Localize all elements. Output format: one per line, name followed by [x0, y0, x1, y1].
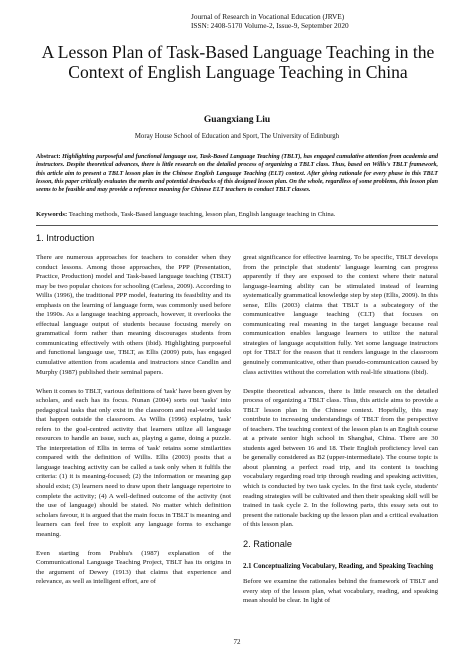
section-heading-introduction: 1. Introduction — [36, 233, 95, 243]
abstract-text: Highlighting purposeful and functional language use, Task-Based Language Teaching (TBLT), has engaged cumulative attention from academia and instructors. Despite theoretical advances, there is little research on the detailed process of organizing a TBLT class. Thus, based on Willis's TBLT framework, this article aim to present a TBLT lesson plan in the Chinese English Language Teaching (ELT) context. After giving rationale for every phase in this TBLT lesson, this paper critically evaluates the merits and potential drawbacks of this designed lesson plan. On the whole, regardless of some problems, this lesson plan seems to be feasible and may provide a reference meaning for Chinese ELT teachers to conduct TBLT classes. — [36, 154, 439, 194]
paragraph: Even starting from Prabhu's (1987) explanation of the Communicational Language Teaching Project, TBLT has its origins in the argument of Dewey (1913) that claims that experience and relevance, as well as intelligent effort, are of — [36, 549, 231, 586]
paragraph: There are numerous approaches for teachers to consider when they conduct lessons. Among those approaches, the PPP (Presentation, Practice, Production) model and Task-based language teaching (TBLT) may be two popular choices for schooling (Carless, 2009). According to Willis (1996), the traditional PPP model, featuring its feasibility and its emphasis on the learning of language form, was commonly used before the 1990s. As a language teaching approach, however, it overlooks the effectual language output of students because focusing merely on grammatical form rather than meaning discourages students from communicating effectively with others (ibid). Highlighting purposeful and functional language use, TBLT, as Ellis (2009) puts, has engaged cumulative attention from academia and instructors since Candlin and Murphy (1987) published their seminal papers. — [36, 254, 231, 376]
section-divider — [36, 225, 438, 226]
paragraph: Despite theoretical advances, there is little research on the detailed process of organizing a TBLT class. Thus, this article aims to provide a TBLT lesson plan in the Chinese context. Hopefully, this may contribute to increasing understandings of TBLT from the perspective of teachers. The teaching context of the lesson plan is an English course at a private senior high school in Shanghai, China. There are 30 students aged between 16 and 18. Their English proficiency level can be generally considered as B2 (upper-intermediate). The course topic is about planning a perfect road trip, and its content is teaching vocabulary regarding road trip through reading and speaking activities, which is conducted by two task cycles. In the first task cycle, students' reading strategies will be cultivated and then their speaking skill will be trained in task cycle 2. In the following parts, this essay sets out to present the rationale backing up the lesson plan and a critical evaluation of this lesson plan. — [243, 387, 438, 529]
section-heading-rationale: 2. Rationale — [243, 539, 293, 550]
paper-title: A Lesson Plan of Task-Based Language Teaching in the Context of English Language Teaching in China — [41, 42, 435, 82]
paragraph: Before we examine the rationales behind the framework of TBLT and every step of the lesson plan, what vocabulary, reading, and speaking mean should be clear. In light of — [243, 578, 438, 605]
abstract — [36, 153, 438, 194]
left-column — [36, 253, 231, 596]
author-name: Guangxiang Liu — [203, 115, 271, 125]
journal-header — [191, 12, 451, 30]
author-affiliation: Moray House School of Education and Sport, The University of Edinburgh — [134, 133, 340, 140]
subsection-heading: 2.1 Conceptualizing Vocabulary, Reading, and Speaking Teaching — [243, 563, 434, 571]
journal-issn: ISSN: 2408-5170 Volume-2, Issue-9, September 2020 — [191, 21, 349, 30]
keywords-label: Keywords: — [36, 211, 68, 218]
right-column — [243, 253, 438, 615]
page-number: 72 — [233, 638, 241, 646]
keywords — [36, 210, 438, 219]
paragraph: When it comes to TBLT, various definitions of 'task' have been given by scholars, and each has its focus. Nunan (2004) sorts out 'tasks' into pedagogical tasks that only exist in the classroom and real-world tasks that happen outside the classroom. As Willis (1996) explains, 'task' refers to the goal-centred activity that learners utilize all language resources to handle an issue, such as, playing a game, doing a puzzle. The interpretation of Ellis in terms of 'task' retains some similarities compared with the definition of Willis. Ellis (2003) posits that a language teaching activity can be called a task only when it fulfils the criteria: (1) it is meaning-focused; (2) the information or meaning gap should exist; (3) learners need to draw upon their language repertoire to complete the activity; (4) A well-defined outcome of the activity (not the use of language) should be stated. No matter which definition scholars favour, it is argued that the main focus in TBLT is meaning and learners can feel free to exploit any language forms to exchange meaning. — [36, 387, 231, 538]
keywords-text: Teaching methods, Task-Based language teaching, lesson plan, English language teaching in China. — [68, 211, 336, 218]
paragraph: great significance for effective learning. To be specific, TBLT develops from the principle that students' language learning can progress apparently if they are exposed to the context where their natural language-learning ability can be stimulated instead of learning systematically grammatical knowledge step by step (Ellis, 2009). In this sense, Ellis (2003) claims that TBLT is a subcategory of the communicative language teaching (CLT) that focuses on communicating real meaning in the target language because real communication enables language learners to utilize the natural strategies of language acquisition fully. Yet some language instructors opt for TBLT for the reason that it renders language in the classroom genuinely communicative, other than pseudo-communication caused by class activities without the correlation with real-life situations (ibid). — [243, 254, 438, 376]
journal-name: Journal of Research in Vocational Education (JRVE) — [191, 12, 345, 21]
abstract-label: Abstract: — [36, 154, 61, 160]
